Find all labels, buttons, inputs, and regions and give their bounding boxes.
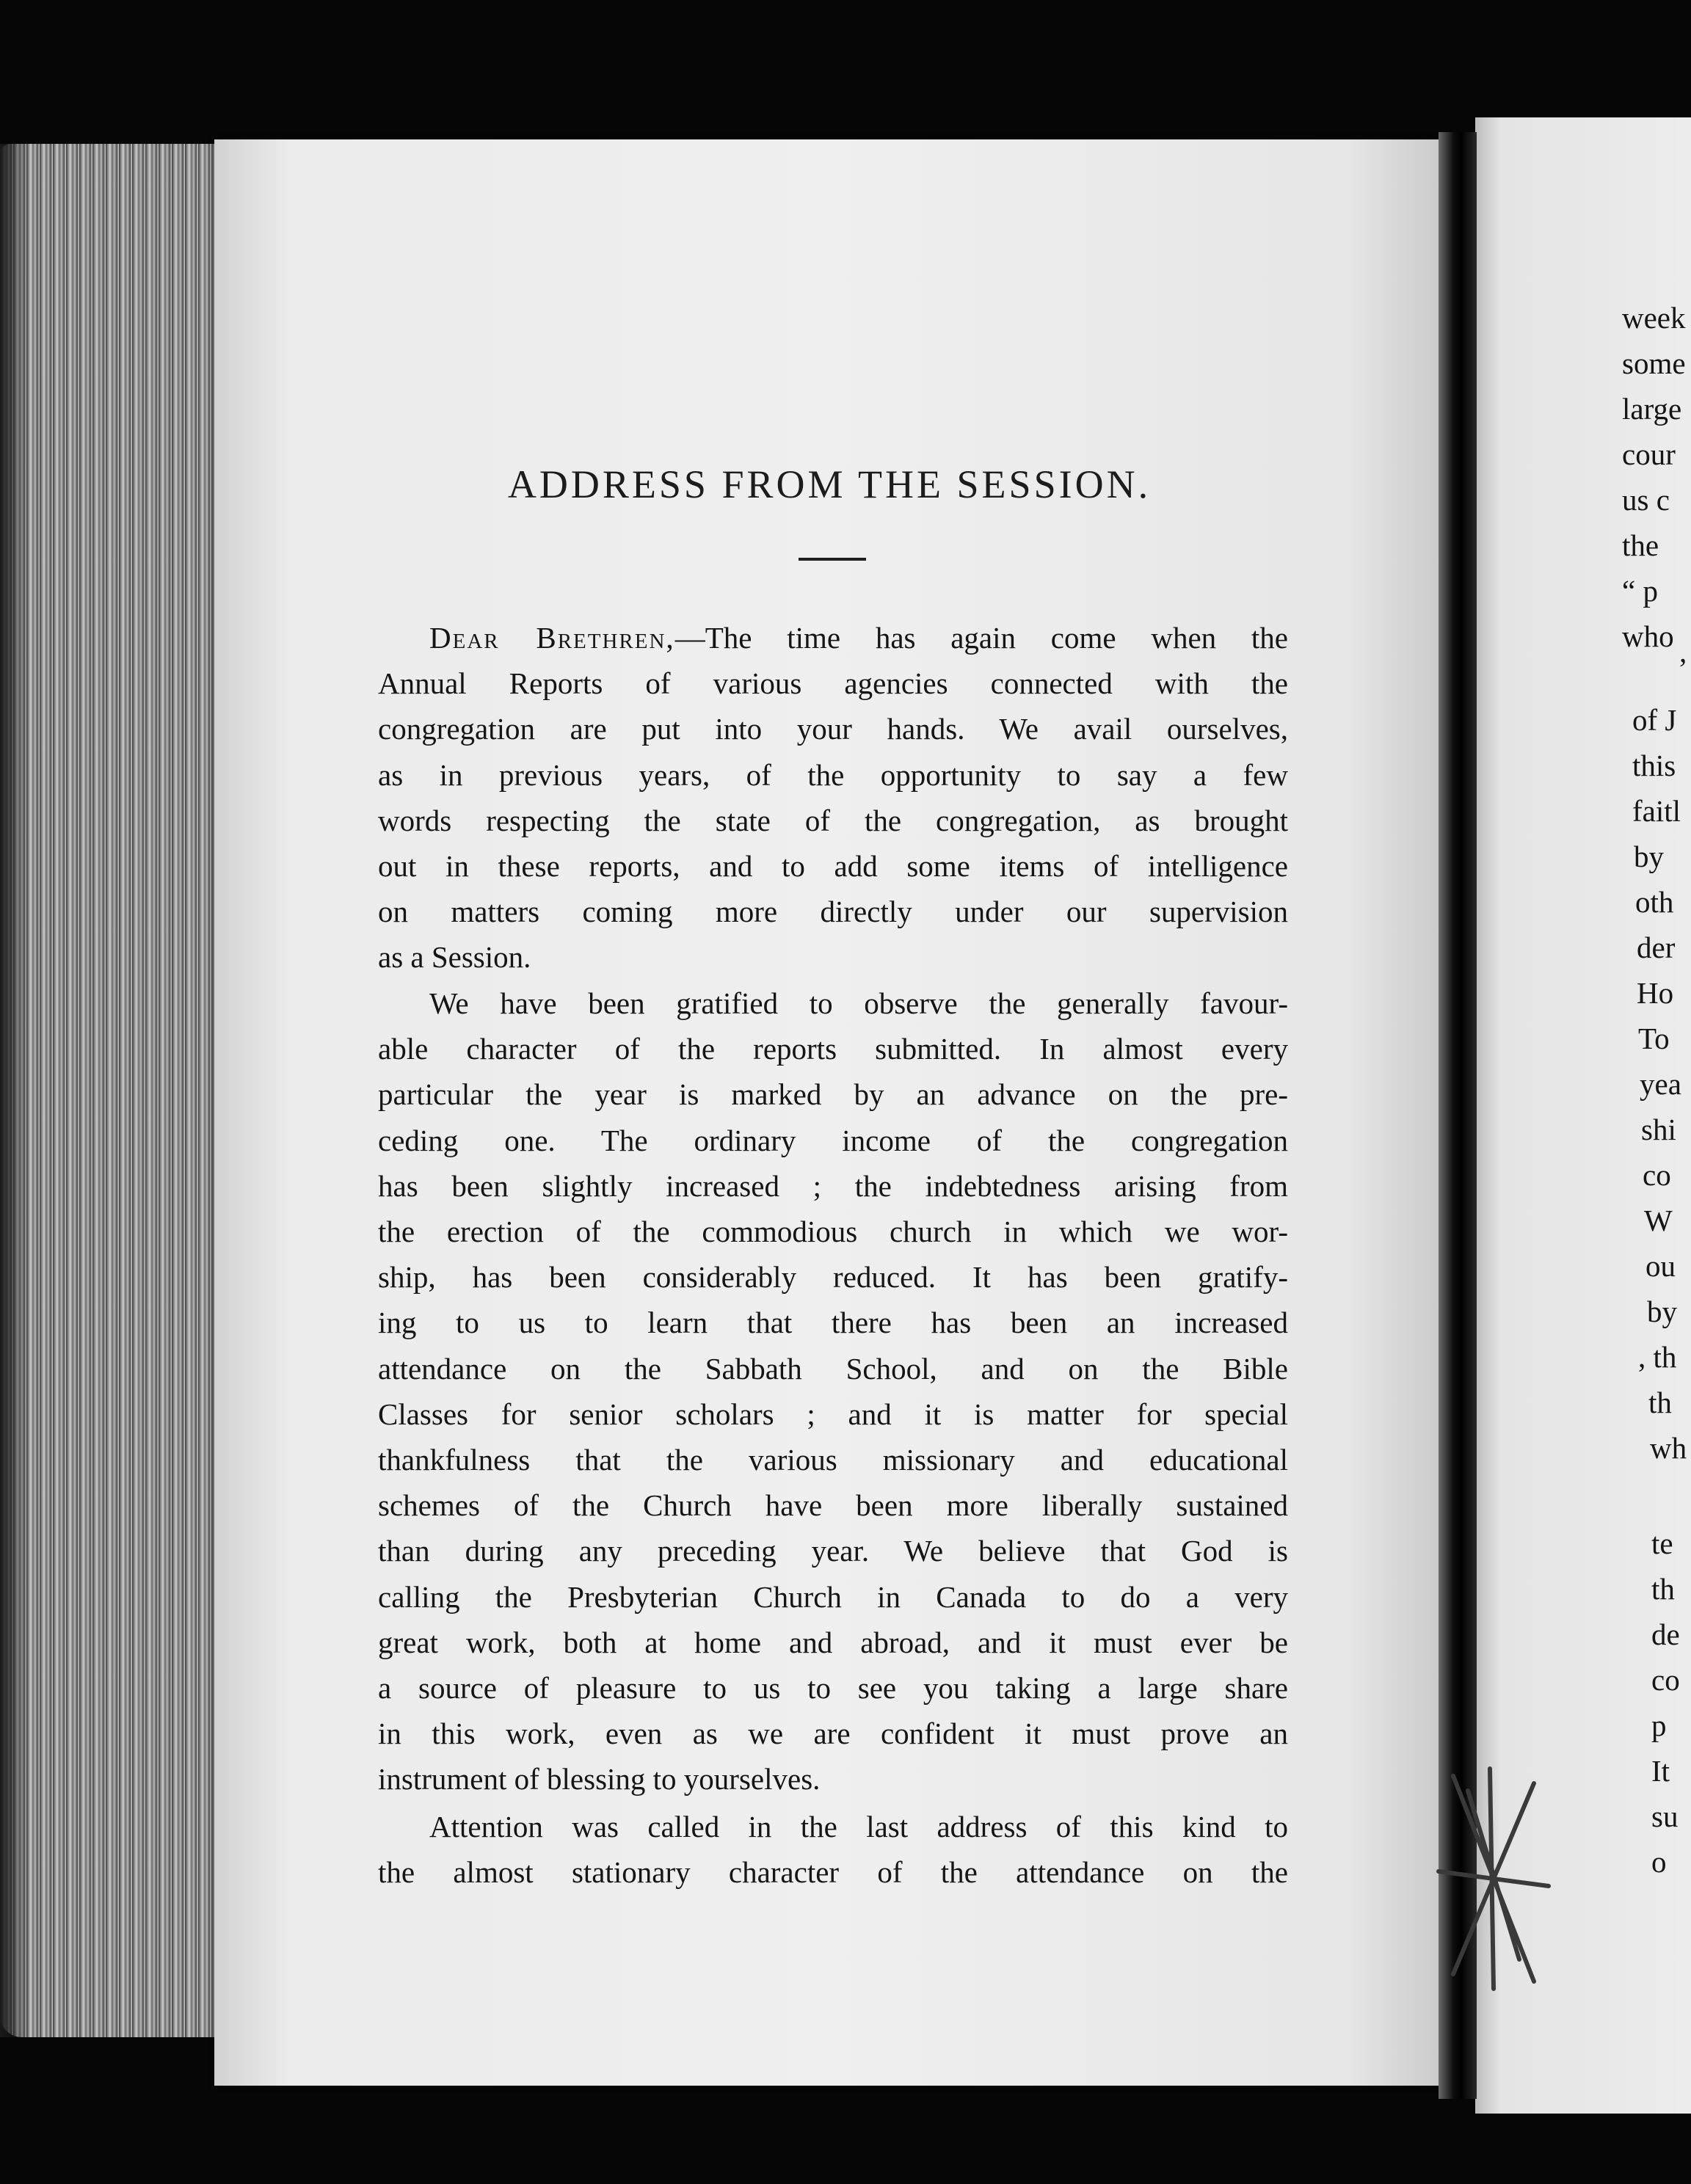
text-line: instrument of blessing to yourselves. xyxy=(378,1762,821,1797)
fragment: de xyxy=(1651,1617,1680,1651)
text-line: attendance on the Sabbath School, and on the Bible xyxy=(378,1351,1288,1386)
fragment: su xyxy=(1651,1799,1679,1833)
text-line: schemes of the Church have been more liberally sustained xyxy=(378,1488,1288,1523)
text-line: words respecting the state of the congregation, as brought xyxy=(378,803,1288,837)
fragment: who xyxy=(1622,619,1674,653)
fragment: ou xyxy=(1645,1249,1676,1283)
fragment: oth xyxy=(1635,885,1674,919)
fragment: of J xyxy=(1632,703,1677,737)
text-line: out in these reports, and to add some items of intelligence xyxy=(378,849,1288,884)
text-line: ceding one. The ordinary income of the congregation xyxy=(378,1123,1288,1157)
text-line: Classes for senior scholars ; and it is matter for special xyxy=(378,1397,1288,1431)
fragment: the xyxy=(1622,528,1659,562)
fragment: co xyxy=(1651,1663,1680,1697)
page-edge-shadow xyxy=(0,144,29,2037)
text-line: able character of the reports submitted. In almost every xyxy=(378,1032,1288,1066)
title-rule xyxy=(799,558,866,561)
text-line: Attention was called in the last address of this kind to xyxy=(429,1810,1288,1843)
fragment: shi xyxy=(1641,1113,1676,1146)
text-line: congregation are put into your hands. We avail ourselves, xyxy=(378,712,1288,746)
fragment: o xyxy=(1651,1845,1667,1879)
fragment: To xyxy=(1638,1022,1670,1055)
text-line: great work, both at home and abroad, and it must ever be xyxy=(378,1625,1288,1659)
text-line: ing to us to learn that there has been an increased xyxy=(378,1306,1288,1340)
fragment: te xyxy=(1651,1526,1673,1560)
text-line: the almost stationary character of the attendance on the xyxy=(378,1855,1288,1890)
fragment: some xyxy=(1622,346,1686,380)
fragment: co xyxy=(1643,1158,1671,1192)
paragraph-2 xyxy=(378,980,1288,1802)
fragment: this xyxy=(1632,749,1676,782)
text-line: Dear Brethren,—The time has again come when the xyxy=(429,621,1288,655)
fragment: large xyxy=(1622,392,1682,426)
fragment: , th xyxy=(1638,1340,1677,1374)
facing-page-text xyxy=(1622,0,1691,2184)
text-line: thankfulness that the various missionary and educational xyxy=(378,1443,1288,1477)
text-line: Annual Reports of various agencies connected with the xyxy=(378,666,1288,701)
fragment: week xyxy=(1622,301,1686,335)
fragment: yea xyxy=(1640,1067,1681,1101)
fragment: cour xyxy=(1622,437,1676,471)
fragment: “ p xyxy=(1622,574,1658,608)
text-line: than during any preceding year. We believe that God is xyxy=(378,1534,1288,1568)
fragment: by xyxy=(1647,1295,1677,1328)
text-line: particular the year is marked by an advance on the pre- xyxy=(378,1077,1288,1112)
fragment: faitl xyxy=(1632,794,1681,828)
text-line: We have been gratified to observe the generally favour- xyxy=(429,986,1288,1020)
text-line: in this work, even as we are confident it must prove an xyxy=(378,1717,1288,1751)
fragment: us c xyxy=(1622,483,1670,517)
fragment: wh xyxy=(1650,1431,1687,1465)
paragraph-1 xyxy=(378,615,1288,980)
book-page-edges xyxy=(0,144,242,2037)
text-line: ship, has been considerably reduced. It has been gratify- xyxy=(378,1260,1288,1295)
fragment: der xyxy=(1637,931,1676,964)
fragment: th xyxy=(1651,1572,1675,1606)
fragment: W xyxy=(1644,1204,1673,1237)
fragment: It xyxy=(1651,1754,1670,1788)
text-line: a source of pleasure to us to see you taking a large share xyxy=(378,1671,1288,1706)
page-title: ADDRESS FROM THE SESSION. xyxy=(507,462,1152,506)
fragment: th xyxy=(1648,1386,1672,1419)
text-line: the erection of the commodious church in which we wor- xyxy=(378,1215,1288,1249)
fragment: by xyxy=(1634,840,1664,873)
fragment: Ho xyxy=(1637,976,1674,1010)
fragment: ’ xyxy=(1678,652,1688,685)
text-line: calling the Presbyterian Church in Canada to do a very xyxy=(378,1579,1288,1614)
text-line: as in previous years, of the opportunity to say a few xyxy=(378,757,1288,792)
salutation: Dear Brethren, xyxy=(429,621,675,655)
text-line: on matters coming more directly under our supervision xyxy=(378,895,1288,929)
fragment: p xyxy=(1651,1708,1667,1742)
text-line: has been slightly increased ; the indebtedness arising from xyxy=(378,1168,1288,1203)
binding-thread xyxy=(1424,1761,1556,1996)
paragraph-3 xyxy=(378,1804,1288,1895)
text-line: as a Session. xyxy=(378,940,531,975)
